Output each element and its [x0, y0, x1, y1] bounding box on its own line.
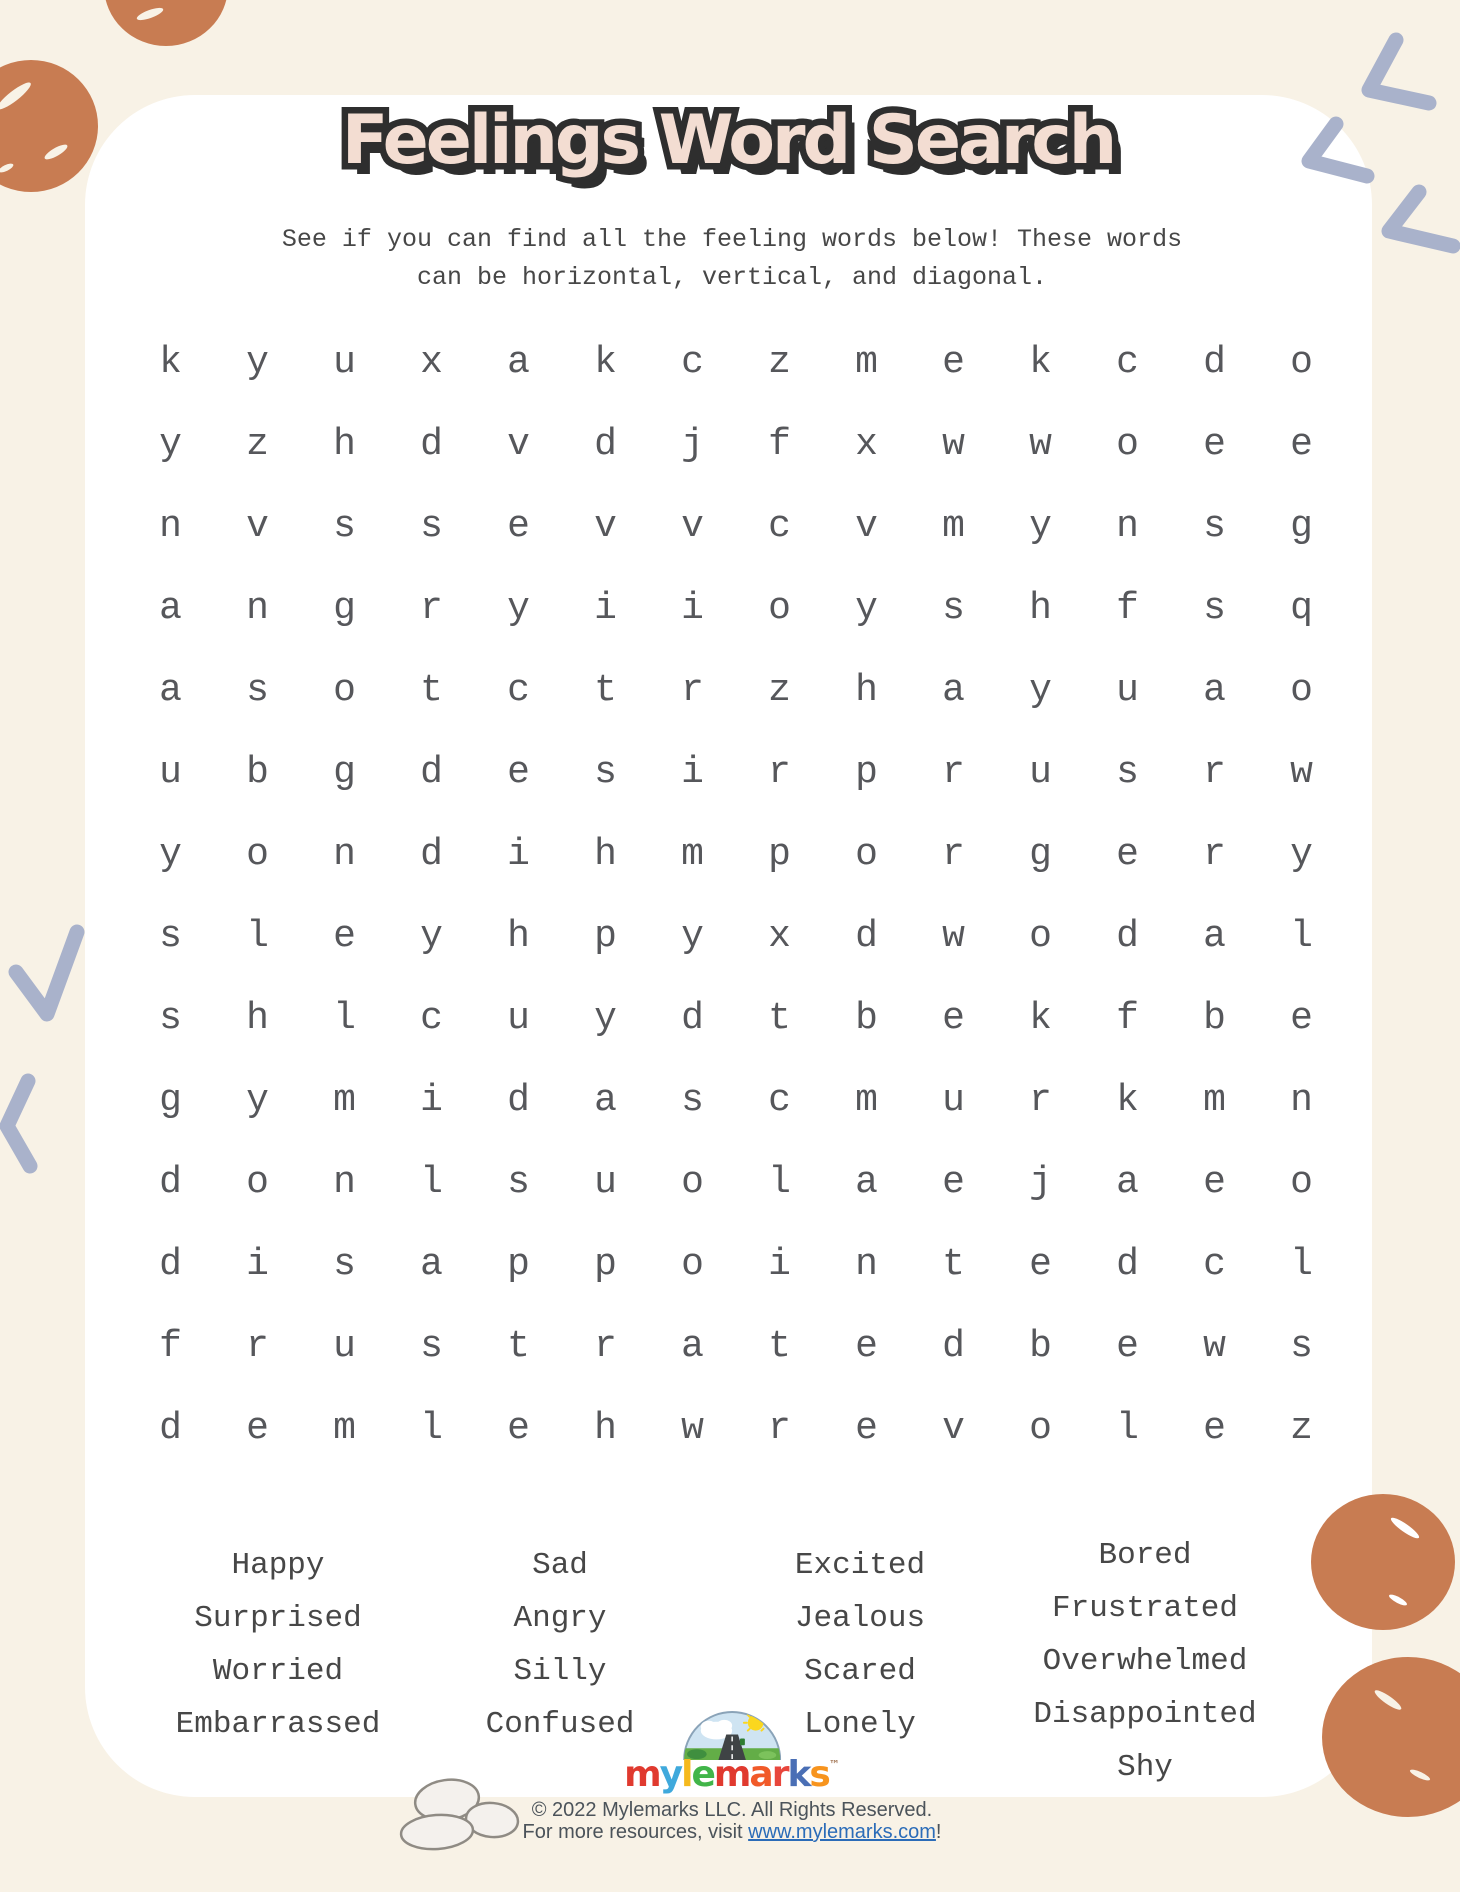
grid-letter: l	[246, 914, 269, 958]
grid-letter: d	[159, 1242, 182, 1286]
grid-letter: e	[942, 340, 965, 384]
grid-letter: y	[420, 914, 443, 958]
instructions-line-2: can be horizontal, vertical, and diagonal.	[416, 263, 1048, 292]
grid-letter: a	[855, 1160, 878, 1204]
grid-letter: y	[246, 340, 269, 384]
grid-letter: d	[1203, 340, 1226, 384]
mylemarks-logo	[624, 1711, 840, 1793]
grid-letter: d	[159, 1160, 182, 1204]
grid-letter: e	[1116, 1324, 1139, 1368]
grid-letter: y	[1029, 504, 1052, 548]
grid-letter: t	[594, 668, 617, 712]
grid-letter: g	[1029, 832, 1052, 876]
instructions	[282, 221, 1182, 297]
word-list-item: Silly	[513, 1654, 607, 1689]
grid-letter: s	[594, 750, 617, 794]
grid-letter: c	[768, 504, 791, 548]
grid-letter: a	[1203, 668, 1226, 712]
footer	[523, 1799, 942, 1843]
instructions-line-1: See if you can find all the feeling words below! These words	[281, 225, 1183, 254]
resources-suffix: !	[935, 1821, 942, 1843]
grid-letter: l	[333, 996, 356, 1040]
grid-letter: e	[855, 1406, 878, 1450]
grid-letter: n	[246, 586, 269, 630]
grid-letter: k	[1116, 1078, 1139, 1122]
grid-letter: o	[333, 668, 356, 712]
word-list-item: Angry	[513, 1601, 607, 1636]
grid-letter: z	[768, 340, 791, 384]
trademark-symbol: ™	[828, 1758, 840, 1771]
grid-letter: e	[507, 750, 530, 794]
grid-letter: k	[159, 340, 182, 384]
grid-letter: l	[1116, 1406, 1139, 1450]
word-list-column	[486, 1539, 635, 1751]
grid-letter: h	[855, 668, 878, 712]
grid-letter: f	[768, 422, 791, 466]
grid-letter: b	[1203, 996, 1226, 1040]
grid-letter: y	[1029, 668, 1052, 712]
grid-letter: p	[855, 750, 878, 794]
grid-letter: x	[420, 340, 443, 384]
grid-letter: a	[159, 586, 182, 630]
grid-letter: e	[942, 996, 965, 1040]
grid-letter: i	[681, 750, 704, 794]
grid-letter: i	[420, 1078, 443, 1122]
grid-letter: v	[594, 504, 617, 548]
grid-letter: u	[159, 750, 182, 794]
grid-letter: t	[507, 1324, 530, 1368]
grid-letter: o	[1290, 1160, 1313, 1204]
grid-letter: f	[159, 1324, 182, 1368]
mylemarks-link[interactable]: www.mylemarks.com	[748, 1821, 936, 1843]
grid-letter: o	[681, 1242, 704, 1286]
grid-letter: u	[333, 340, 356, 384]
grid-letter: d	[1116, 1242, 1139, 1286]
grid-letter: u	[507, 996, 530, 1040]
grid-letter: e	[1290, 996, 1313, 1040]
resources-text: For more resources, visit	[522, 1821, 749, 1843]
grid-letter: c	[1116, 340, 1139, 384]
grid-letter: e	[507, 1406, 530, 1450]
grid-letter: x	[768, 914, 791, 958]
grid-letter: n	[333, 832, 356, 876]
grid-letter: i	[681, 586, 704, 630]
grid-letter: s	[1290, 1324, 1313, 1368]
grid-letter: h	[594, 1406, 617, 1450]
grid-letter: c	[507, 668, 530, 712]
grid-letter: l	[1290, 914, 1313, 958]
grid-letter: o	[246, 832, 269, 876]
grid-letter: e	[1203, 422, 1226, 466]
grid-letter: h	[594, 832, 617, 876]
grid-letter: l	[1290, 1242, 1313, 1286]
logo-letter: m	[624, 1754, 660, 1795]
word-list-item: Lonely	[804, 1707, 916, 1742]
grid-letter: x	[855, 422, 878, 466]
letter-grid	[127, 321, 1345, 1469]
grid-letter: p	[768, 832, 791, 876]
grid-letter: r	[768, 750, 791, 794]
grid-letter: b	[1029, 1324, 1052, 1368]
grid-letter: t	[768, 996, 791, 1040]
grid-letter: d	[159, 1406, 182, 1450]
grid-letter: r	[246, 1324, 269, 1368]
grid-letter: u	[1029, 750, 1052, 794]
logo-letter: y	[659, 1754, 682, 1795]
chevron-stroke-icon	[7, 932, 77, 1166]
grid-letter: y	[159, 832, 182, 876]
grid-letter: s	[420, 1324, 443, 1368]
grid-letter: e	[333, 914, 356, 958]
grid-letter: b	[246, 750, 269, 794]
grid-letter: e	[1203, 1406, 1226, 1450]
logo-letter: e	[691, 1754, 714, 1795]
grid-letter: i	[594, 586, 617, 630]
word-list-column	[1033, 1529, 1256, 1794]
word-list-item: Frustrated	[1051, 1591, 1239, 1626]
logo-letter: m	[713, 1754, 750, 1795]
grid-letter: e	[855, 1324, 878, 1368]
grid-letter: a	[942, 668, 965, 712]
word-list-item: Happy	[231, 1548, 325, 1583]
grid-letter: o	[768, 586, 791, 630]
logo-letter: r	[771, 1754, 788, 1795]
grid-letter: s	[333, 1242, 356, 1286]
grid-letter: r	[1203, 832, 1226, 876]
grid-letter: j	[681, 422, 704, 466]
grid-letter: h	[333, 422, 356, 466]
grid-letter: z	[768, 668, 791, 712]
grid-letter: l	[420, 1406, 443, 1450]
grid-letter: w	[1029, 422, 1052, 466]
grid-letter: f	[1116, 996, 1139, 1040]
grid-letter: y	[507, 586, 530, 630]
grid-letter: u	[333, 1324, 356, 1368]
grid-letter: p	[594, 914, 617, 958]
grid-letter: e	[1029, 1242, 1052, 1286]
grid-letter: w	[942, 422, 965, 466]
grid-letter: m	[333, 1078, 356, 1122]
grid-letter: g	[333, 750, 356, 794]
grid-letter: e	[507, 504, 530, 548]
grid-letter: g	[159, 1078, 182, 1122]
brush-circle-icon	[104, 0, 228, 46]
grid-letter: a	[420, 1242, 443, 1286]
grid-letter: n	[333, 1160, 356, 1204]
grid-letter: u	[594, 1160, 617, 1204]
grid-letter: r	[420, 586, 443, 630]
word-list-item: Bored	[1098, 1538, 1192, 1573]
grid-letter: y	[246, 1078, 269, 1122]
grid-letter: s	[159, 914, 182, 958]
grid-letter: v	[246, 504, 269, 548]
grid-letter: t	[420, 668, 443, 712]
grid-letter: n	[855, 1242, 878, 1286]
grid-letter: m	[855, 1078, 878, 1122]
grid-letter: s	[1116, 750, 1139, 794]
grid-letter: r	[942, 832, 965, 876]
grid-letter: t	[942, 1242, 965, 1286]
grid-letter: s	[333, 504, 356, 548]
grid-letter: s	[507, 1160, 530, 1204]
grid-letter: e	[1116, 832, 1139, 876]
grid-letter: m	[855, 340, 878, 384]
grid-letter: o	[1029, 914, 1052, 958]
grid-letter: u	[1116, 668, 1139, 712]
word-list-column	[176, 1539, 381, 1751]
word-list-item: Excited	[794, 1548, 926, 1583]
grid-letter: c	[768, 1078, 791, 1122]
grid-letter: o	[1029, 1406, 1052, 1450]
word-list-item: Scared	[804, 1654, 916, 1689]
grid-letter: u	[942, 1078, 965, 1122]
grid-letter: e	[942, 1160, 965, 1204]
grid-letter: q	[1290, 586, 1313, 630]
grid-letter: r	[594, 1324, 617, 1368]
grid-letter: w	[681, 1406, 704, 1450]
grid-letter: d	[420, 832, 443, 876]
grid-letter: a	[1203, 914, 1226, 958]
grid-letter: a	[159, 668, 182, 712]
grid-letter: m	[942, 504, 965, 548]
grid-letter: a	[507, 340, 530, 384]
grid-letter: n	[1116, 504, 1139, 548]
grid-letter: n	[1290, 1078, 1313, 1122]
grid-letter: i	[507, 832, 530, 876]
grid-letter: w	[1203, 1324, 1226, 1368]
grid-letter: p	[507, 1242, 530, 1286]
grid-letter: k	[594, 340, 617, 384]
grid-letter: t	[768, 1324, 791, 1368]
grid-letter: m	[681, 832, 704, 876]
grid-letter: s	[681, 1078, 704, 1122]
grid-letter: s	[159, 996, 182, 1040]
grid-letter: y	[594, 996, 617, 1040]
grid-letter: c	[420, 996, 443, 1040]
logo-letter: a	[749, 1754, 772, 1795]
grid-letter: h	[507, 914, 530, 958]
grid-letter: y	[1290, 832, 1313, 876]
logo-letter: k	[787, 1754, 810, 1795]
grid-letter: e	[246, 1406, 269, 1450]
grid-letter: o	[246, 1160, 269, 1204]
grid-letter: d	[681, 996, 704, 1040]
grid-letter: z	[1290, 1406, 1313, 1450]
grid-letter: o	[855, 832, 878, 876]
grid-letter: s	[1203, 504, 1226, 548]
grid-letter: d	[1116, 914, 1139, 958]
word-list-item: Sad	[532, 1548, 588, 1583]
grid-letter: j	[1029, 1160, 1052, 1204]
grid-letter: i	[768, 1242, 791, 1286]
grid-letter: c	[681, 340, 704, 384]
grid-letter: l	[420, 1160, 443, 1204]
word-list-item: Disappointed	[1033, 1697, 1257, 1732]
grid-letter: s	[420, 504, 443, 548]
grid-letter: c	[1203, 1242, 1226, 1286]
grid-letter: h	[246, 996, 269, 1040]
grid-letter: k	[1029, 996, 1052, 1040]
grid-letter: a	[1116, 1160, 1139, 1204]
word-list-item: Worried	[212, 1654, 344, 1689]
grid-letter: n	[159, 504, 182, 548]
grid-letter: v	[855, 504, 878, 548]
grid-letter: o	[1116, 422, 1139, 466]
grid-letter: k	[1029, 340, 1052, 384]
grid-letter: p	[594, 1242, 617, 1286]
brush-circle-icon	[0, 60, 98, 192]
grid-letter: d	[594, 422, 617, 466]
grid-letter: d	[507, 1078, 530, 1122]
resources-line	[523, 1821, 942, 1843]
grid-letter: r	[1029, 1078, 1052, 1122]
grid-letter: o	[681, 1160, 704, 1204]
grid-letter: s	[942, 586, 965, 630]
grid-letter: d	[420, 422, 443, 466]
grid-letter: r	[1203, 750, 1226, 794]
grid-letter: i	[246, 1242, 269, 1286]
grid-letter: y	[855, 586, 878, 630]
word-list-item: Shy	[1117, 1750, 1173, 1785]
grid-letter: o	[1290, 668, 1313, 712]
grid-letter: a	[594, 1078, 617, 1122]
grid-letter: s	[246, 668, 269, 712]
grid-letter: l	[768, 1160, 791, 1204]
word-list-item: Embarrassed	[175, 1707, 381, 1742]
grid-letter: e	[1290, 422, 1313, 466]
logo-letter: l	[681, 1754, 692, 1795]
grid-letter: v	[507, 422, 530, 466]
grid-letter: w	[1290, 750, 1313, 794]
logo-landscape-icon	[683, 1711, 781, 1760]
grid-letter: r	[681, 668, 704, 712]
grid-letter: v	[942, 1406, 965, 1450]
grid-letter: d	[420, 750, 443, 794]
grid-letter: s	[1203, 586, 1226, 630]
grid-letter: z	[246, 422, 269, 466]
word-list-item: Surprised	[194, 1601, 362, 1636]
grid-letter: f	[1116, 586, 1139, 630]
grid-letter: y	[681, 914, 704, 958]
word-list-item: Confused	[485, 1707, 635, 1742]
grid-letter: b	[855, 996, 878, 1040]
grid-letter: y	[159, 422, 182, 466]
grid-letter: m	[1203, 1078, 1226, 1122]
grid-letter: g	[333, 586, 356, 630]
grid-letter: m	[333, 1406, 356, 1450]
grid-letter: h	[1029, 586, 1052, 630]
page-title: Feelings Word Search Feelings Word Search	[342, 104, 1114, 179]
grid-letter: a	[681, 1324, 704, 1368]
word-list-item: Overwhelmed	[1042, 1644, 1248, 1679]
grid-letter: r	[768, 1406, 791, 1450]
grid-letter: o	[1290, 340, 1313, 384]
grid-letter: d	[942, 1324, 965, 1368]
grid-letter: d	[855, 914, 878, 958]
word-list-item: Jealous	[794, 1601, 926, 1636]
grid-letter: r	[942, 750, 965, 794]
grid-letter: e	[1203, 1160, 1226, 1204]
logo-letter: s	[809, 1754, 829, 1795]
logo-wordmark	[624, 1754, 840, 1795]
copyright-text: © 2022 Mylemarks LLC. All Rights Reserved.	[531, 1799, 933, 1821]
grid-letter: g	[1290, 504, 1313, 548]
grid-letter: v	[681, 504, 704, 548]
grid-letter: w	[942, 914, 965, 958]
